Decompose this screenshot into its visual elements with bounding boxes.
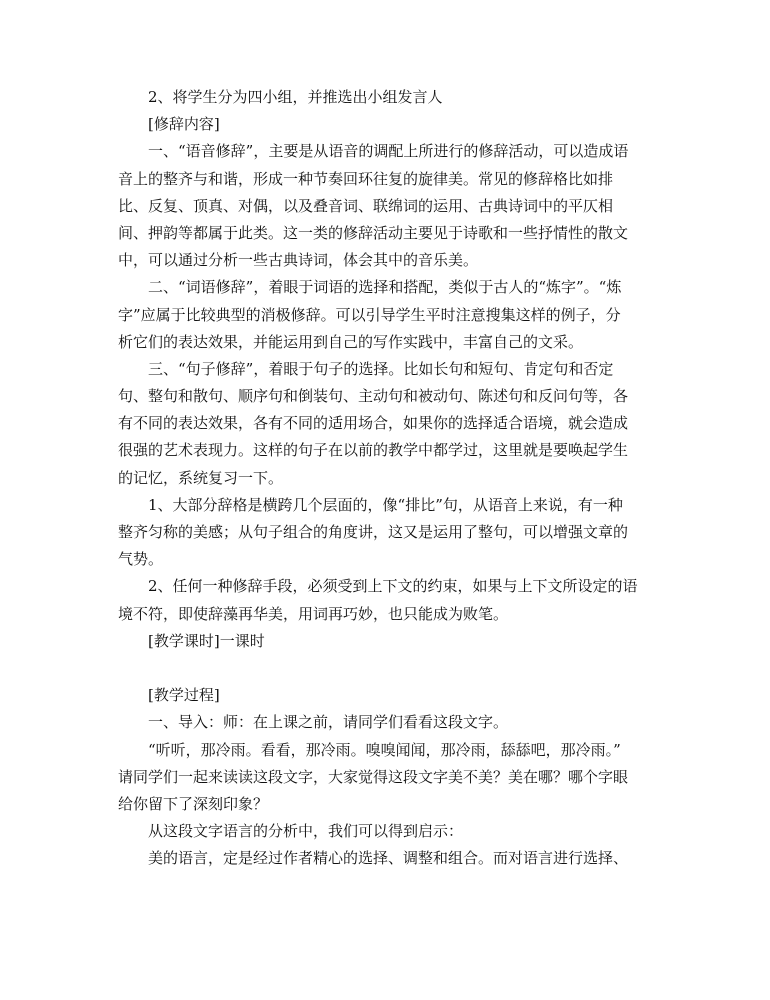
text-line: 的记忆，系统复习一下。 — [118, 468, 284, 487]
document-page — [118, 84, 654, 872]
spacer — [118, 655, 654, 682]
text-line: 音上的整齐与和谐，形成一种节奏回环往复的旋律美。常见的修辞格比如排 — [118, 169, 614, 188]
text-line: 一、导入：师：在上课之前，请同学们看看这段文字。 — [148, 713, 509, 732]
text-line: 美的语言，定是经过作者精心的选择、调整和组合。而对语言进行选择、 — [148, 849, 629, 868]
text-line: 境不符，即使辞藻再华美，用词再巧妙，也只能成为败笔。 — [118, 604, 509, 623]
text-line: 气势。 — [118, 550, 164, 569]
text-line: 从这段文字语言的分析中，我们可以得到启示： — [148, 822, 464, 841]
quote-line: “听听，那冷雨。看看，那冷雨。嗅嗅闻闻，那冷雨，舔舔吧，那冷雨。” — [148, 740, 621, 759]
text-line: 2、任何一种修辞手段，必须受到上下文的约束，如果与上下文所设定的语 — [148, 577, 638, 596]
text-line: 比、反复、顶真、对偶，以及叠音词、联绵词的运用、古典诗词中的平仄相 — [118, 196, 614, 215]
text-line: 2、将学生分为四小组，并推选出小组发言人 — [148, 88, 443, 106]
text-line: 二、“词语修辞”，着眼于词语的选择和搭配，类似于古人的“炼字”。“炼 — [148, 278, 622, 297]
section-heading: [修辞内容] — [148, 115, 220, 134]
text-line: 三、“句子修辞”，着眼于句子的选择。比如长句和短句、肯定句和否定 — [148, 359, 614, 378]
section-heading: [教学过程] — [148, 686, 220, 705]
text-line: 1、大部分辞格是横跨几个层面的，像“排比”句，从语音上来说，有一种 — [148, 495, 623, 514]
text-line: 句、整句和散句、顺序句和倒装句、主动句和被动句、陈述句和反问句等，各 — [118, 387, 629, 406]
section-heading: [教学课时]一课时 — [148, 631, 265, 650]
text-line: 有不同的表达效果，各有不同的适用场合，如果你的选择适合语境，就会造成 — [118, 414, 629, 433]
text-line: 给你留下了深刻印象？ — [118, 794, 269, 813]
text-line: 请同学们一起来读读这段文字，大家觉得这段文字美不美？美在哪？哪个字眼 — [118, 767, 629, 786]
text-line: 字”应属于比较典型的消极修辞。可以引导学生平时注意搜集这样的例子，分 — [118, 305, 621, 324]
text-line: 间、押韵等都属于此类。这一类的修辞活动主要见于诗歌和一些抒情性的散文 — [118, 223, 629, 242]
text-line: 析它们的表达效果，并能运用到自己的写作实践中，丰富自己的文采。 — [118, 332, 584, 351]
text-line: 整齐匀称的美感；从句子组合的角度讲，这又是运用了整句，可以增强文章的 — [118, 523, 629, 541]
text-line: 很强的艺术表现力。这样的句子在以前的教学中都学过，这里就是要唤起学生 — [118, 441, 629, 460]
text-line: 中，可以通过分析一些古典诗词，体会其中的音乐美。 — [118, 251, 479, 270]
text-line: 一、“语音修辞”，主要是从语音的调配上所进行的修辞活动，可以造成语 — [148, 142, 629, 161]
